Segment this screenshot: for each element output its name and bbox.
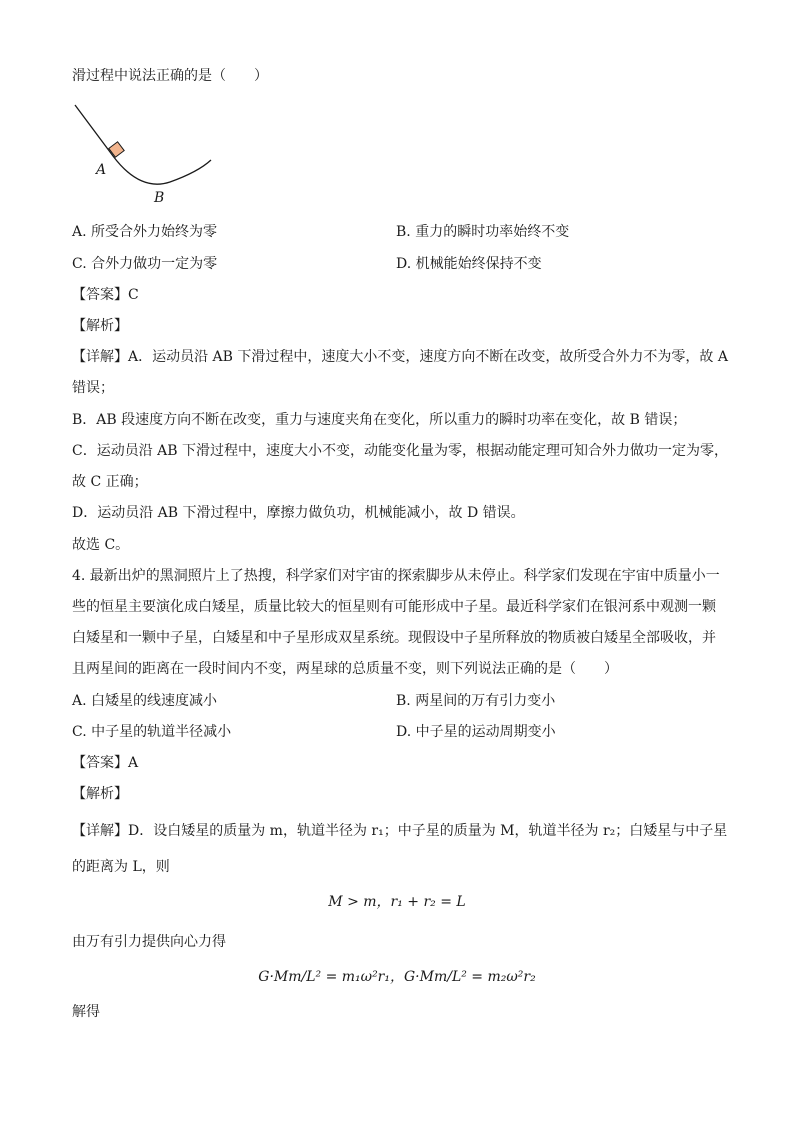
slope-figure [70,100,220,210]
q4-stem-line: 白矮星和一颗中子星，白矮星和中子星形成双星系统。现假设中子星所释放的物质被白矮星全部吸收，并 [72,630,716,646]
skier-block [109,142,124,157]
q3-stem-tail: 滑过程中说法正确的是（ ） [72,68,268,84]
q3-analysis-label: 【解析】 [72,318,128,334]
q4-option-a: A. 白矮星的线速度减小 [72,693,218,709]
q4-detail-line: 的距离为 L，则 [72,859,170,875]
q4-stem-line: 些的恒星主要演化成白矮星，质量比较大的恒星则有可能形成中子星。最近科学家们在银河系中观测一颗 [72,599,716,615]
q4-option-d: D. 中子星的运动周期变小 [396,724,556,740]
q3-option-d: D. 机械能始终保持不变 [396,256,542,272]
q4-analysis-label: 【解析】 [72,786,128,802]
q4-answer: 【答案】A [72,755,139,771]
q3-detail-line: 【详解】A．运动员沿 AB 下滑过程中，速度大小不变，速度方向不断在改变，故所受合外力不为零，故 A [72,349,728,365]
q3-option-b: B. 重力的瞬时功率始终不变 [396,224,570,240]
q4-option-b: B. 两星间的万有引力变小 [396,693,556,709]
q4-solve-label: 解得 [72,1004,100,1020]
q4-equation-1: M > m，r₁ + r₂ = L [328,894,466,910]
q3-answer: 【答案】C [72,287,139,303]
q4-stem-line: 4. 最新出炉的黑洞照片上了热搜，科学家们对宇宙的探索脚步从未停止。科学家们发现在宇宙中质量小一 [72,568,720,584]
q3-detail-line: B．AB 段速度方向不断在改变，重力与速度夹角在变化，所以重力的瞬时功率在变化，故 B 错误； [72,412,687,428]
q3-detail-line: D．运动员沿 AB 下滑过程中，摩擦力做负功，机械能减小，故 D 错误。 [72,505,525,521]
q3-option-c: C. 合外力做功一定为零 [72,256,218,272]
q3-option-a: A. 所受合外力始终为零 [72,224,218,240]
figure-label-a: A [96,162,107,178]
q3-detail-line: 故 C 正确； [72,474,148,490]
figure-label-b: B [154,190,165,206]
q3-detail-line: 故选 C。 [72,537,130,553]
q3-detail-line: 错误； [72,380,114,396]
q4-equation-intro: 由万有引力提供向心力得 [72,934,226,950]
q4-detail-line: 【详解】D．设白矮星的质量为 m，轨道半径为 r₁；中子星的质量为 M，轨道半径为 r₂；白矮星与中子星 [72,823,728,839]
q4-equation-2: G·Mm/L² = m₁ω²r₁，G·Mm/L² = m₂ω²r₂ [258,969,536,985]
q4-option-c: C. 中子星的轨道半径减小 [72,724,232,740]
q3-detail-line: C．运动员沿 AB 下滑过程中，速度大小不变，动能变化量为零，根据动能定理可知合外力做功一定为零， [72,443,729,459]
q4-stem-line: 且两星间的距离在一段时间内不变，两星球的总质量不变，则下列说法正确的是（ ） [72,661,618,677]
